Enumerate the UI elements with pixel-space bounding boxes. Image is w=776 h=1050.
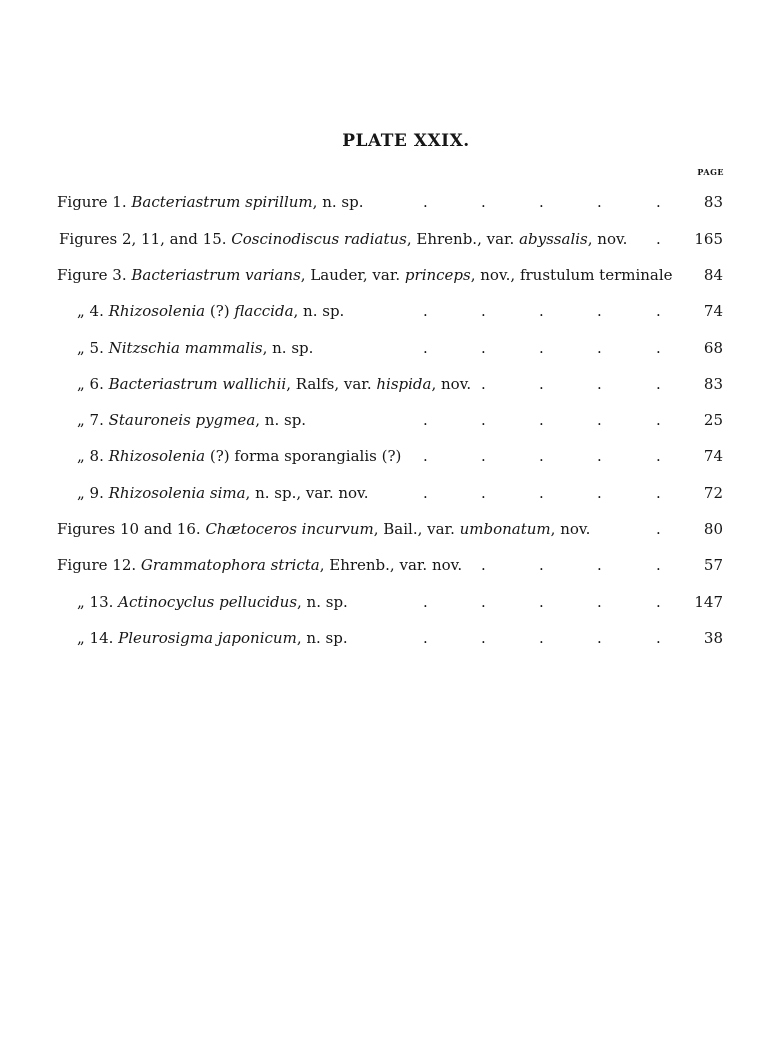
entry-text: „ 4.	[77, 302, 109, 320]
page-number: 80	[703, 520, 723, 538]
entry-text: , Ehrenb., var.	[406, 230, 520, 248]
page-number: 83	[703, 375, 723, 393]
entry-label	[57, 264, 673, 286]
entry-label	[77, 337, 313, 359]
entry-text: , nov.	[431, 375, 472, 393]
entry-label	[77, 591, 348, 613]
taxon-name: umbonatum	[459, 520, 551, 538]
page-number: 84	[703, 266, 723, 284]
plate-entry: „ 4. Rhizosolenia (?) flaccida, n. sp. . . . . . 74	[77, 302, 723, 320]
page-number: 74	[703, 447, 723, 465]
entry-text: Figure 3.	[57, 266, 132, 284]
plate-entry: „ 5. Nitzschia mammalis, n. sp. . . . . . 68	[77, 339, 723, 357]
entry-text: , Lauder, var.	[300, 266, 405, 284]
taxon-name: Chætoceros incurvum	[205, 520, 374, 538]
taxon-name: Bacteriastrum wallichii	[108, 375, 287, 393]
entry-text: , n. sp.	[255, 411, 307, 429]
entry-text: Figures 2, 11, and 15.	[59, 230, 232, 248]
entry-text: Figure 1.	[57, 193, 132, 211]
taxon-name: Coscinodiscus radiatus	[231, 230, 407, 248]
entry-text: (?) forma sporangialis (?)	[205, 447, 402, 465]
taxon-name: abyssalis	[519, 230, 588, 248]
entry-label	[57, 191, 363, 213]
entry-text: , nov.	[550, 520, 591, 538]
plate-entry: Figure 12. Grammatophora stricta, Ehrenb., var. nov. . . . . 57	[57, 556, 723, 574]
entry-text: „ 5.	[77, 339, 109, 357]
entry-label	[77, 300, 344, 322]
plate-entry: „ 6. Bacteriastrum wallichii, Ralfs, var. hispida, nov. . . . . 83	[77, 375, 723, 393]
page-number: 68	[703, 339, 723, 357]
plate-entry: „ 9. Rhizosolenia sima, n. sp., var. nov. . . . . . 72	[77, 484, 723, 502]
plate-title: PLATE XXIX.	[342, 131, 470, 151]
plate-entry: Figures 10 and 16. Chætoceros incurvum, Bail., var. umbonatum, nov. . 80	[57, 520, 723, 538]
entry-text: , Bail., var.	[373, 520, 460, 538]
entry-text: , n. sp.	[297, 593, 348, 611]
entry-label	[77, 373, 471, 395]
entry-text: , n. sp.	[296, 629, 348, 647]
entry-text: , nov., frustulum terminale	[470, 266, 673, 284]
taxon-name: Bacteriastrum spirillum	[131, 193, 313, 211]
plate-entry: Figures 2, 11, and 15. Coscinodiscus radiatus, Ehrenb., var. abyssalis, nov. . 165	[59, 230, 723, 248]
entry-text: , n. sp.	[262, 339, 314, 357]
entry-text: „ 14.	[77, 629, 119, 647]
entry-text: , Ehrenb., var. nov.	[319, 556, 463, 574]
taxon-name: flaccida	[234, 302, 294, 320]
taxon-name: Rhizosolenia	[108, 302, 206, 320]
page-number: 83	[703, 193, 723, 211]
taxon-name: hispida	[376, 375, 432, 393]
entry-text: , n. sp.	[312, 193, 364, 211]
entry-label	[77, 482, 369, 504]
page-number: 74	[703, 302, 723, 320]
entry-text: „ 7.	[77, 411, 109, 429]
plate-entry: „ 14. Pleurosigma japonicum, n. sp. . . . . . 38	[77, 629, 723, 647]
taxon-name: Bacteriastrum varians	[131, 266, 301, 284]
plate-entry: „ 8. Rhizosolenia (?) forma sporangialis (?) . . . . . 74	[77, 447, 723, 465]
entry-text: „ 8.	[77, 447, 109, 465]
entry-label	[77, 409, 306, 431]
taxon-name: Rhizosolenia sima	[108, 484, 246, 502]
entry-label	[77, 445, 401, 467]
taxon-name: Stauroneis pygmea	[108, 411, 256, 429]
page-number: 72	[703, 484, 723, 502]
entry-text: „ 9.	[77, 484, 109, 502]
page-number: 38	[703, 629, 723, 647]
page-number: 165	[694, 230, 723, 248]
page-column-header: PAGE	[697, 167, 724, 177]
entry-label	[77, 627, 348, 649]
entry-text: Figures 10 and 16.	[57, 520, 206, 538]
entry-text: (?)	[205, 302, 235, 320]
page-number: 147	[694, 593, 723, 611]
entry-text: Figure 12.	[57, 556, 141, 574]
entry-text: „ 13.	[77, 593, 119, 611]
entry-label	[57, 554, 462, 576]
plate-entry: „ 13. Actinocyclus pellucidus, n. sp. . . . . . 147	[77, 593, 723, 611]
page-number: 57	[703, 556, 723, 574]
taxon-name: Pleurosigma japonicum	[118, 629, 297, 647]
entry-label	[57, 518, 590, 540]
entry-text: , n. sp., var. nov.	[245, 484, 369, 502]
plate-entry: „ 7. Stauroneis pygmea, n. sp. . . . . . 25	[77, 411, 723, 429]
plate-entry	[0, 264, 776, 286]
entry-text: „ 6.	[77, 375, 109, 393]
taxon-name: Actinocyclus pellucidus	[118, 593, 298, 611]
page-number: 25	[703, 411, 723, 429]
taxon-name: Rhizosolenia	[108, 447, 206, 465]
entry-label	[59, 228, 627, 250]
taxon-name: princeps	[404, 266, 471, 284]
entry-text: , nov.	[587, 230, 628, 248]
plate-entry: Figure 1. Bacteriastrum spirillum, n. sp. . . . . . 83	[57, 193, 723, 211]
entry-text: , Ralfs, var.	[286, 375, 377, 393]
taxon-name: Nitzschia mammalis	[108, 339, 263, 357]
entry-text: , n. sp.	[293, 302, 345, 320]
taxon-name: Grammatophora stricta	[140, 556, 320, 574]
